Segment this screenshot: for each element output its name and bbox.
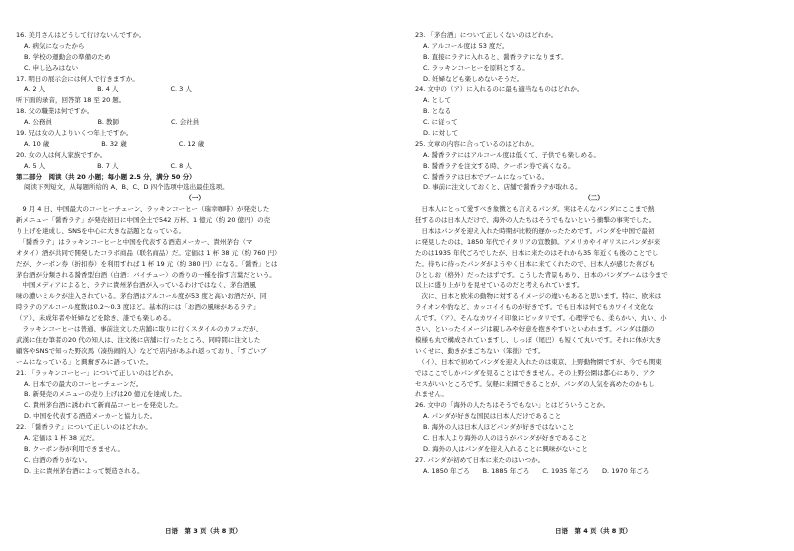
- text-line: C. に従って: [423, 118, 458, 127]
- text-line: D. に対して: [423, 129, 459, 138]
- text-line: （一）: [185, 194, 205, 203]
- text-line: 次に、日本と欧米の動物に対するイメージの違いもあると思います。特に、欧米は: [415, 292, 662, 301]
- text-line: 以上に盛り上がりを見せているのだと考えられています。: [415, 281, 584, 290]
- text-line: 20. 女の人は何人家族ですか。: [16, 150, 107, 159]
- text-line: 27. パンダが初めて日本に来たのはいつか。: [415, 455, 545, 464]
- text-line: A. 1850 年ごろ B. 1885 年ごろ C. 1935 年ごろ D. 1970 年ごろ: [423, 466, 650, 475]
- text-line: 22. 「醤香ラテ」について正しいのはどれか。: [16, 423, 152, 432]
- text-line: C. 申し込みはない: [24, 63, 79, 72]
- text-line: B. 海外の人は日本人ほどパンダが好きではないこと: [423, 423, 575, 432]
- text-line: D. 海外の人はパンダを迎え入れることに興味がないこと: [423, 444, 588, 453]
- text-line: （ア）、未成年者や妊婦などを除き、誰でも楽しめる。: [16, 314, 175, 323]
- text-line: 9 月 4 日、中国最大のコーヒーチェーン、ラッキンコーヒー（瑞幸咖啡）が発売した: [16, 205, 270, 214]
- text-line: D. 主に貴州茅台酒によって製造される。: [24, 466, 144, 475]
- text-line: さい、といったイメージは親しみや好意を抱きやすいといわれます。パンダは顔の: [415, 325, 655, 334]
- text-line: た。待ちに待ったパンダがようやく日本に来てくれたので、日本人が感じた喜びも: [415, 259, 656, 268]
- text-line: ームになっている」と興奮ぎみに語っていた。: [16, 357, 153, 366]
- text-line: 武漢に住む筆者の20 代の知人は、注文後に店舗に行ったところ、同時間に注文した: [16, 335, 261, 344]
- text-line: C. 日本人より海外の人のほうがパンダが好きであること: [423, 433, 588, 442]
- text-line: C. 白酒の香りがない。: [24, 455, 92, 464]
- text-line: B. となる: [423, 107, 452, 116]
- text-line: 模様も丸で構成されていますし、しっぽ（尾巴）も短くて丸いです。それに体が大き: [415, 335, 662, 344]
- text-line: いくせに、動きがまごちない（笨拙）です。: [415, 346, 545, 355]
- text-line: 18. 父の職業は何ですか。: [16, 107, 94, 116]
- text-line: 25. 文章の内容に合っているのはどれか。: [415, 139, 538, 148]
- text-line: 16. 美月さんはどうして行けないんですか。: [16, 31, 146, 39]
- text-line: 19. 兄は女の人よりいくつ年上ですか。: [16, 129, 133, 138]
- text-line: だが、クーポン券（折扣券）を利用すれば 1 杯 19 元（約 380 円）になる。「醤香」とは: [16, 259, 278, 268]
- text-line: A. 5 人 B. 7 人 C. 8 人: [24, 161, 192, 170]
- text-line: 26. 文中の「海外の人たちはそうでもない」とはどういうことか。: [415, 401, 610, 410]
- text-line: に発見したのは、1850 年代でイタリアの宣教師。アメリカやイギリスにパンダが来: [415, 237, 661, 246]
- text-line: 狂するのは日本人だけで、海外の人たちはそうでもないという衝撃の事実でした。: [415, 216, 656, 225]
- text-line: D. 事前に注文しておくと、店舗で醤香ラテが取れる。: [423, 183, 582, 192]
- text-line: 中国メディアによると、ラテに貴州茅台酒が入っているわけではなく、茅台酒風: [16, 281, 256, 290]
- text-line: 時ラテのアルコール度数は0.2～0.3 度ほど。基本的には「お酒の風味があるラテ」: [16, 303, 260, 312]
- text-line: 24. 文中の（ア）に入れるのに最も適当なものはどれか。: [415, 85, 584, 94]
- text-line: A. アルコール度は 53 度だ。: [423, 41, 509, 50]
- text-line: A. 10 歳 B. 32 歳 C. 12 歳: [24, 139, 205, 148]
- text-line: 17. 明日の展示会には何人で行きますか。: [16, 74, 139, 83]
- text-line: A. 定価は 1 杯 38 元だ。: [24, 433, 99, 442]
- text-line: A. 病気になったから: [24, 41, 85, 50]
- text-line: A. 日本での最大のコーヒーチェーンだ。: [24, 379, 143, 388]
- text-line: C. ラッキンコーヒーを原料とする。: [423, 63, 529, 72]
- text-line: A. として: [423, 96, 451, 105]
- text-line: 日本はパンダを迎え入れた時期が比較的遅かったためです。パンダを中国で最初: [415, 227, 655, 236]
- text-line: B. クーポン券が利用できません。: [24, 444, 124, 453]
- right-page-footer: 日语 第 4 页（共 8 页）: [555, 527, 632, 535]
- text-line: オタイ）酒が共同で開発したコラボ商品（联名商品）だ。定価は 1 杯 38 元（約 760 円）: [16, 248, 281, 257]
- text-line: B. 醤香ラテを注文する時、クーポン券で高くなる。: [423, 161, 575, 170]
- text-line: セスがいいところです。気軽に来園できることが、パンダの人気を高めたのかもし: [415, 379, 655, 388]
- text-line: たのは1935 年代ごろでしたが、日本に来たのはそれから35 年近くも後のことでし: [415, 248, 659, 257]
- text-line: D. 中国を代表する酒造メーカーと協力した。: [24, 412, 157, 421]
- text-line: り上げを達成し、SNSを中心に大きな話題となっている。: [16, 227, 186, 236]
- right-page-column: [415, 30, 773, 477]
- text-line: れません。: [415, 390, 448, 399]
- text-line: ラッキンコーヒーは普通、事前注文した店舗に取りに行くスタイルのカフェだが、: [16, 325, 263, 334]
- text-line: 新メニュー「醤香ラテ」が発売初日に中国全土で542 万杯、1 億元（約 20 億円）の売: [16, 216, 271, 225]
- text-line: （イ）、日本で初めてパンダを迎え入れたのは東京、上野動物園ですが、今でも関東: [415, 357, 662, 366]
- left-page-column: [16, 30, 374, 477]
- text-line: B. 学校の運動会の準備のため: [24, 52, 111, 61]
- text-line: 顧客やSNSで知った野次馬（凑热闹的人）などで店内があふれ返っており、「すごいブ: [16, 346, 267, 355]
- text-line: A. 公務員 B. 教師 C. 会社員: [24, 118, 200, 127]
- text-line: A. 醤香ラテにはアルコール度は低くて、子供でも楽しめる。: [423, 150, 600, 159]
- text-line: 阅读下列短文，从每题所给的 A、B、C、D 四个选项中选出最佳选项。: [24, 183, 229, 192]
- text-line: んです。（ア）、そんなカワイイ印象にピッタリです。心理学でも、柔らかい、丸い、小: [415, 314, 667, 323]
- text-line: （二）: [584, 194, 604, 203]
- text-line: 23. 「茅台酒」について正しくないのはどれか。: [415, 31, 558, 39]
- text-line: 日本人にとって愛すべき象徴とも言えるパンダ。実はそんなパンダにここまで熱: [415, 205, 655, 214]
- text-line: C. 醤香ラテは日本でブームになっている。: [423, 172, 549, 181]
- text-line: 21. 「ラッキンコーヒー」について正しいのはどれか。: [16, 368, 178, 377]
- text-line: 听下面的录音，回答第 18 至 20 题。: [16, 96, 126, 105]
- text-line: A. 2 人 B. 4 人 C. 3 人: [24, 85, 192, 94]
- text-line: 「醤香ラテ」はラッキンコーヒーと中国を代表する酒造メーカー、貴州茅台（マ: [16, 237, 253, 246]
- text-line: A. パンダが好きな国民は日本人だけであること: [423, 412, 562, 421]
- text-line: B. 直接にラテに入れると、醤香ラテになります。: [423, 52, 568, 61]
- text-line: D. 妊婦なども楽しめないそうだ。: [423, 74, 524, 83]
- text-line: C. 貴州茅台酒に誘われて新商品コーヒーを発売した。: [24, 401, 182, 410]
- text-line: ひとしお（格外）だったはずです。こうした背景もあり、日本のパンダブームは今まで: [415, 270, 668, 279]
- text-line: ライオンや豹など、カッコイイものが好きです。でも日本は何でもカワイイ文化な: [415, 303, 654, 312]
- text-line: ではここでしかパンダを見ることはできません。その上野公園は都心にあり、アク: [415, 368, 656, 377]
- text-line: 第二部分 阅读（共 20 小题；每小题 2.5 分，满分 50 分）: [16, 172, 196, 181]
- left-page-footer: 日语 第 3 页（共 8 页）: [165, 527, 242, 535]
- text-line: 味の濃いミルクが注入されている。茅台酒はアルコール度が53 度と高いお酒だが、同: [16, 292, 267, 301]
- text-line: B. 新発売のメニューの売り上げは20 億元を達成した。: [24, 390, 186, 399]
- text-line: 茅台酒が分類される醤香型白酒（白酒：バイチュー）の香りの一種を指す言葉だという。: [16, 270, 276, 279]
